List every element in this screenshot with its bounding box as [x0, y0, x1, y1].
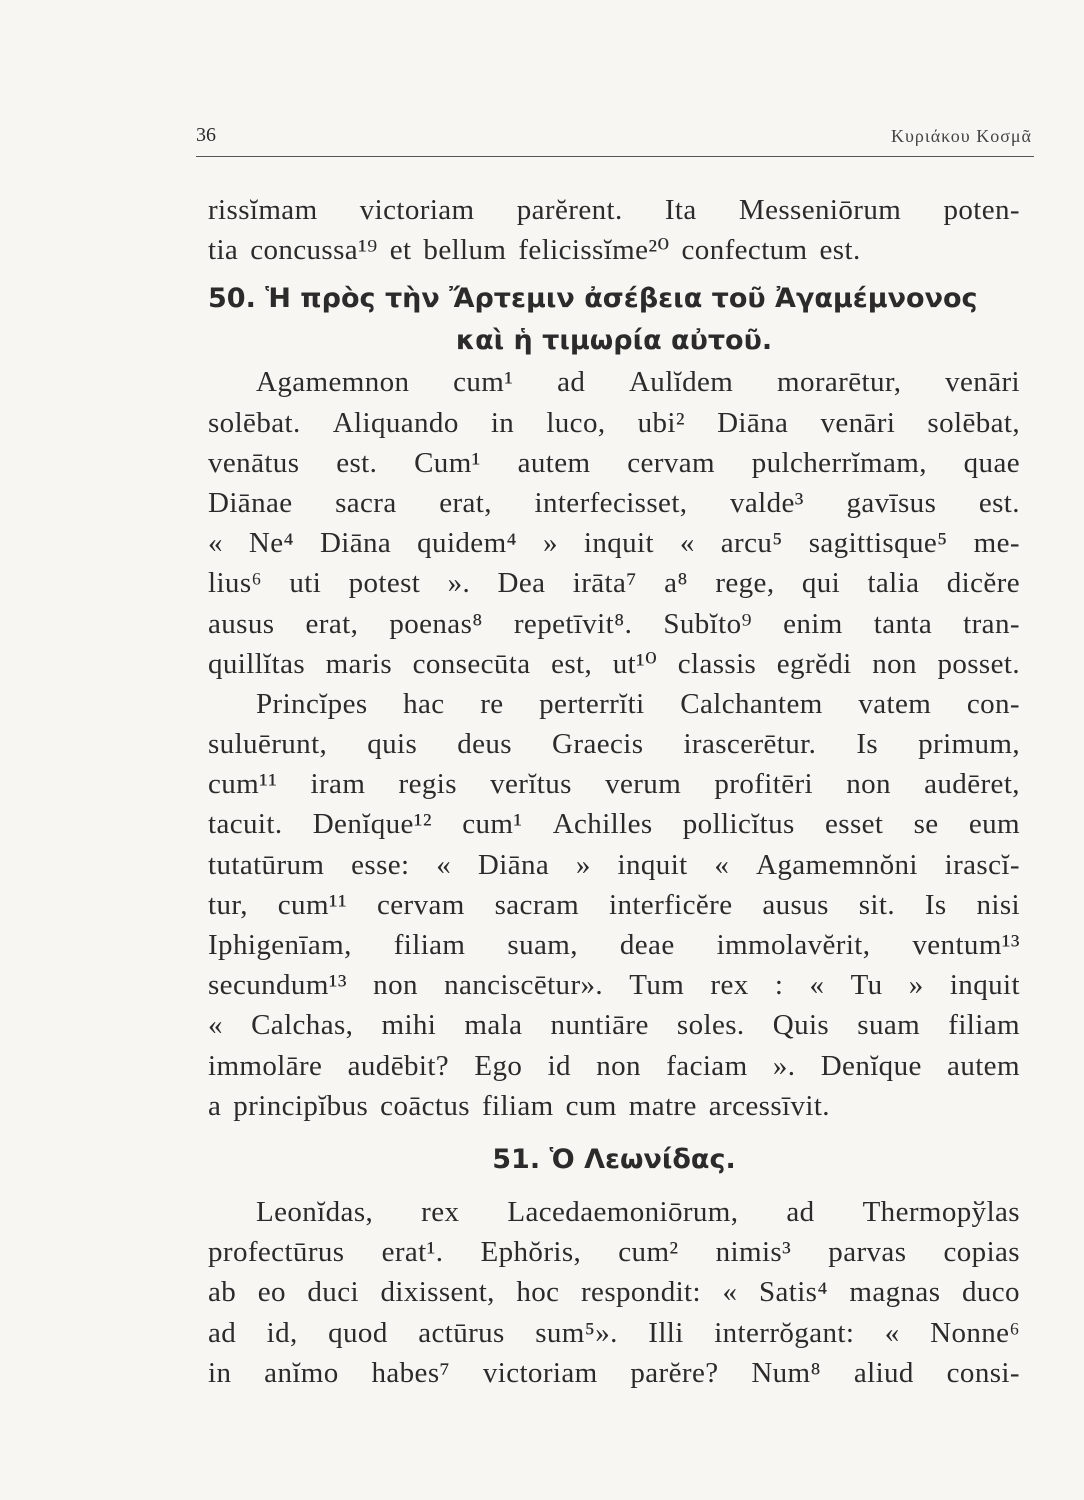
word: Denĭque	[820, 1049, 922, 1082]
running-title: Κυριάκου Κοσμᾶ	[890, 126, 1032, 146]
word: parĕrent.	[516, 194, 623, 226]
text-line	[208, 885, 1020, 925]
word: regis	[398, 768, 457, 801]
word: interrŏgant:	[714, 1316, 855, 1349]
word: non	[846, 768, 891, 801]
text-line	[208, 362, 1020, 402]
word: erat,	[439, 486, 492, 519]
text-line	[208, 1313, 1020, 1353]
word: enim	[783, 607, 843, 640]
text-line	[208, 523, 1020, 563]
text-line	[208, 1005, 1020, 1045]
word: cum	[565, 1089, 617, 1122]
word: con-	[966, 687, 1020, 720]
word: «	[714, 848, 730, 881]
word: non	[596, 1049, 641, 1082]
word: Num⁸	[751, 1356, 822, 1389]
word: qui	[801, 567, 841, 600]
word: quillĭtas	[208, 647, 306, 680]
text-line	[208, 190, 1020, 230]
word: a	[208, 1089, 222, 1122]
word: Satis⁴	[758, 1276, 828, 1309]
word: in	[208, 1356, 232, 1389]
text-line	[208, 1232, 1020, 1272]
word: est.	[978, 486, 1020, 519]
section-51-heading: 51. Ὁ Λεωνίδας.	[492, 1143, 736, 1175]
word: ausus	[762, 888, 829, 921]
running-head	[196, 124, 1032, 154]
word: «	[208, 527, 223, 560]
word: Leonĭdas,	[256, 1195, 374, 1228]
word: dixissent,	[380, 1276, 495, 1309]
word: cum¹¹	[208, 768, 278, 801]
word: arcu⁵	[720, 527, 783, 560]
word: hoc	[516, 1276, 560, 1309]
word: ».	[447, 567, 471, 600]
word: Ne⁴	[248, 527, 294, 560]
word: non	[872, 647, 917, 680]
word: Diāna	[477, 848, 550, 881]
word: habes⁷	[371, 1356, 451, 1389]
word: Diāna	[319, 527, 392, 560]
word: tran-	[963, 607, 1020, 640]
word: anĭmo	[264, 1356, 339, 1389]
word: valde³	[730, 486, 804, 519]
word: felicissĭme²⁰	[518, 234, 670, 267]
text-line	[208, 1046, 1020, 1086]
word: Is	[856, 728, 879, 761]
word: ausus	[208, 607, 275, 640]
word: Cum¹	[414, 446, 481, 479]
word: immolavĕrit,	[716, 929, 871, 961]
word: Dea	[497, 567, 546, 600]
word: talia	[867, 567, 920, 600]
word: autem	[947, 1049, 1020, 1082]
word: se	[913, 808, 939, 841]
text-line	[208, 563, 1020, 603]
word: ».	[772, 1049, 796, 1082]
word: erat,	[305, 607, 359, 640]
word: solēbat.	[208, 406, 301, 439]
word: cum¹	[462, 808, 523, 841]
word: Ego	[474, 1049, 523, 1082]
word: poten-	[943, 194, 1020, 226]
word: Agamemnŏni	[756, 848, 918, 881]
word: Lacedaemoniōrum,	[507, 1195, 739, 1228]
text-line	[208, 804, 1020, 844]
word: secundum¹³	[208, 969, 347, 1002]
word: »	[543, 527, 558, 560]
word: parvas	[828, 1236, 907, 1269]
word: in	[490, 406, 515, 439]
word: Diānae	[208, 486, 293, 519]
word: interficĕre	[608, 888, 733, 921]
word: Quis	[772, 1009, 830, 1042]
word: victoriam	[359, 194, 475, 226]
word: suam,	[507, 929, 578, 961]
word: est.	[336, 446, 378, 479]
word: »	[908, 969, 924, 1002]
word: pollicĭtus	[682, 808, 795, 841]
word: Calchantem	[680, 687, 823, 720]
text-line	[208, 230, 1020, 270]
word: victoriam	[482, 1356, 598, 1389]
word: repetīvit⁸.	[513, 607, 633, 640]
word: Agamemnon	[256, 366, 410, 399]
word: consecūta	[412, 647, 531, 680]
word: ventum¹³	[912, 929, 1020, 961]
word: luco,	[546, 406, 606, 439]
word: «	[208, 1009, 223, 1042]
word: duco	[961, 1276, 1020, 1309]
word: dicĕre	[946, 567, 1020, 600]
word: et	[389, 234, 412, 267]
word: est,	[551, 647, 593, 680]
word: Calchas,	[251, 1009, 354, 1042]
word: esset	[824, 808, 884, 841]
word: »	[575, 848, 591, 881]
word: suluērunt,	[208, 728, 328, 761]
word: profectūrus	[208, 1236, 345, 1269]
word: deus	[457, 728, 512, 761]
word: nuntiāre	[550, 1009, 649, 1042]
word: egrĕdi	[776, 647, 852, 680]
word: quidem⁴	[417, 527, 518, 560]
word: ab	[208, 1276, 237, 1309]
word: est.	[819, 234, 861, 267]
word: posset.	[937, 647, 1020, 680]
word: magnas	[849, 1276, 941, 1309]
word: classis	[677, 647, 757, 680]
word: Is	[924, 888, 947, 921]
word: inquit	[583, 527, 654, 560]
word: aliud	[853, 1356, 914, 1389]
word: venāri	[945, 366, 1020, 399]
word: bellum	[423, 234, 507, 267]
word: nanciscētur».	[444, 969, 604, 1002]
word: nisi	[976, 888, 1020, 921]
word: interfecisset,	[534, 486, 688, 519]
word: re	[480, 687, 504, 720]
word: rege,	[715, 567, 775, 600]
word: «	[809, 969, 825, 1002]
word: poenas⁸	[389, 607, 483, 640]
word: eum	[968, 808, 1020, 841]
word: parĕre?	[630, 1356, 719, 1389]
text-line	[208, 403, 1020, 443]
word: eo	[257, 1276, 286, 1309]
word: cum²	[618, 1236, 679, 1269]
word: ad	[557, 366, 586, 399]
word: mihi	[381, 1009, 437, 1042]
word: cum¹	[453, 366, 514, 399]
word: nimis³	[715, 1236, 792, 1269]
word: cum¹¹	[277, 888, 348, 921]
word: Tum	[629, 969, 685, 1002]
word: «	[722, 1276, 738, 1309]
word: concussa¹⁹	[250, 234, 378, 267]
word: verĭtus	[490, 768, 572, 801]
word: cervam	[627, 446, 715, 479]
word: uti	[289, 567, 322, 600]
word: ubi²	[637, 406, 685, 439]
word: suam	[857, 1009, 921, 1042]
page-number: 36	[196, 124, 216, 146]
text-line	[208, 1353, 1020, 1393]
word: tanta	[873, 607, 933, 640]
word: me-	[973, 527, 1020, 560]
word: id,	[266, 1316, 298, 1349]
word: sagittisque⁵	[808, 527, 948, 560]
word: audēbit?	[347, 1049, 450, 1082]
word: tia	[208, 234, 239, 267]
word: non	[373, 969, 418, 1002]
header-rule	[196, 156, 1034, 157]
word: Ita	[664, 194, 697, 226]
word: :	[774, 969, 784, 1002]
text-line	[208, 724, 1020, 764]
word: Thermopўlas	[862, 1195, 1020, 1228]
word: sit.	[858, 888, 895, 921]
word: deae	[619, 929, 675, 961]
word: filiam	[948, 1009, 1020, 1042]
word: audēret,	[924, 768, 1020, 801]
word: rex	[421, 1195, 460, 1228]
word: Princĭpes	[256, 687, 368, 720]
section-50-subheading: καὶ ἡ τιμωρία αὐτοῦ.	[455, 325, 773, 357]
word: matre	[628, 1089, 697, 1122]
word: sacra	[335, 486, 397, 519]
word: «	[884, 1316, 900, 1349]
word: potest	[348, 567, 421, 600]
word: immolāre	[208, 1049, 323, 1082]
word: primum,	[918, 728, 1020, 761]
text-line	[208, 845, 1020, 885]
word: Diāna	[717, 406, 789, 439]
word: Achilles	[552, 808, 653, 841]
word: cervam	[376, 888, 465, 921]
word: ad	[786, 1195, 815, 1228]
word: maris	[325, 647, 393, 680]
text-line	[208, 684, 1020, 724]
word: Aliquando	[332, 406, 459, 439]
text-line	[208, 483, 1020, 523]
word: Denĭque¹²	[312, 808, 432, 841]
word: iram	[310, 768, 366, 801]
word: respondit:	[580, 1276, 701, 1309]
text-line	[208, 443, 1020, 483]
word: Nonne⁶	[930, 1316, 1020, 1349]
word: esse:	[351, 848, 410, 881]
word: quae	[963, 446, 1020, 479]
word: filiam	[481, 1089, 554, 1122]
word: Aulĭdem	[628, 366, 734, 399]
word: confectum	[681, 234, 808, 267]
word: a⁸	[664, 567, 688, 600]
section-50-heading: 50. Ἡ πρὸς τὴν Ἄρτεμιν ἀσέβεια τοῦ Ἀγαμέμνονος	[208, 283, 978, 315]
word: irascerētur.	[683, 728, 817, 761]
text-block	[208, 190, 1020, 1393]
word: sacram	[494, 888, 580, 921]
word: Graecis	[552, 728, 644, 761]
word: principĭbus	[233, 1089, 369, 1122]
word: ut¹⁰	[612, 647, 658, 680]
text-line	[208, 764, 1020, 804]
word: morarētur,	[776, 366, 902, 399]
word: Ephŏris,	[480, 1236, 582, 1269]
word: consi-	[946, 1356, 1020, 1389]
word: inquit	[949, 969, 1020, 1002]
text-line	[208, 965, 1020, 1005]
text-line	[208, 1086, 1020, 1126]
word: verum	[605, 768, 682, 801]
word: profitēri	[714, 768, 813, 801]
word: pulcherrĭmam,	[751, 446, 927, 479]
word: tur,	[208, 888, 248, 921]
word: Iphigenīam,	[208, 929, 352, 961]
text-line	[208, 925, 1020, 965]
word: venātus	[208, 446, 300, 479]
word: filiam	[393, 929, 466, 961]
word: irāta⁷	[572, 567, 637, 600]
word: gavīsus	[846, 486, 937, 519]
word: «	[436, 848, 452, 881]
word: erat¹.	[381, 1236, 444, 1269]
word: mala	[464, 1009, 523, 1042]
text-line	[208, 644, 1020, 684]
word: quod	[328, 1316, 388, 1349]
word: «	[679, 527, 695, 560]
text-line	[208, 604, 1020, 644]
text-line	[208, 1192, 1020, 1232]
word: soles.	[676, 1009, 745, 1042]
word: tutatūrum	[208, 848, 325, 881]
word: faciam	[666, 1049, 748, 1082]
word: copias	[943, 1236, 1020, 1269]
word: rissĭmam	[208, 194, 318, 226]
word: ad	[208, 1316, 237, 1349]
word: quis	[367, 728, 418, 761]
word: duci	[307, 1276, 359, 1309]
word: Tu	[850, 969, 883, 1002]
word: lius⁶	[208, 567, 263, 600]
word: inquit	[617, 848, 688, 881]
word: actūrus	[418, 1316, 505, 1349]
word: irascĭ-	[944, 848, 1020, 881]
word: sum⁵».	[535, 1316, 618, 1349]
word: Subĭto⁹	[663, 607, 752, 640]
word: vatem	[858, 687, 932, 720]
word: solēbat,	[927, 406, 1020, 439]
word: rex	[710, 969, 749, 1002]
word: hac	[403, 687, 445, 720]
word: perterrĭti	[539, 687, 645, 720]
word: venāri	[820, 406, 896, 439]
word: Messeniōrum	[738, 194, 902, 226]
word: arcessīvit.	[708, 1089, 830, 1122]
word: tacuit.	[208, 808, 283, 841]
text-line	[208, 1272, 1020, 1312]
word: coāctus	[380, 1089, 470, 1122]
word: autem	[517, 446, 591, 479]
word: Illi	[648, 1316, 684, 1349]
word: id	[547, 1049, 571, 1082]
